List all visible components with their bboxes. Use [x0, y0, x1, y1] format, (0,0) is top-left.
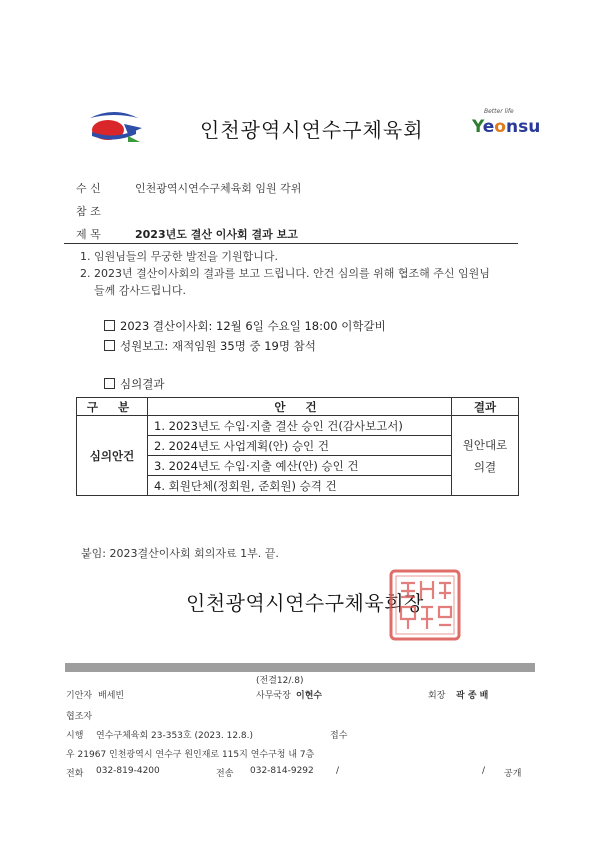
- secretary-label: 사무국장: [256, 691, 291, 701]
- yeonsu-logo: [462, 108, 541, 142]
- fax-label: 전송: [216, 769, 234, 779]
- body-paragraph-2: 2. 2023년 결산이사회의 결과를 보고 드립니다. 안건 심의를 위해 협조해 주신 임원님: [80, 267, 490, 280]
- org-title: 인천광역시연수구체육회: [200, 118, 424, 142]
- quorum-info: 성원보고: 재적임원 35명 중 19명 참석: [104, 338, 316, 354]
- enforcement-value: 연수구체육회 23-353호 (2023. 12.8.): [96, 731, 254, 741]
- table-header-row: [77, 398, 519, 416]
- slash-separator: /: [336, 766, 340, 776]
- sender-name: 인천광역시연수구체육회장: [186, 591, 424, 615]
- reference-label: 참 조: [76, 205, 101, 218]
- president-name: 곽 종 배: [456, 691, 489, 701]
- logo-tagline: Better life: [484, 108, 514, 115]
- cooperator-label: 협조자: [66, 712, 93, 722]
- result-cell: 원안대로 의결: [452, 416, 519, 496]
- category-cell: 심의안건: [77, 416, 148, 496]
- recipient-value: 인천광역시연수구체육회 임원 각위: [135, 182, 302, 195]
- checkbox-icon: [104, 340, 115, 351]
- secretary-name: 이현수: [296, 691, 323, 701]
- header-divider: [64, 243, 518, 244]
- phone-number: 032-819-4200: [96, 766, 160, 776]
- agenda-item-2: 2. 2024년도 사업계획(안) 승인 건: [148, 436, 452, 456]
- agenda-item-1: 1. 2023년도 수입·지출 결산 승인 건(감사보고서): [148, 416, 452, 436]
- org-logo-left: [84, 108, 144, 144]
- footer-bar: [65, 663, 535, 672]
- result-heading: 심의결과: [104, 376, 164, 392]
- results-table: [76, 397, 519, 496]
- body-paragraph-2-cont: 들께 감사드립니다.: [94, 284, 187, 297]
- logo-wordmark: Yeonsu: [472, 117, 541, 137]
- address: 우 21967 인천광역시 연수구 원인재로 115지 연수구청 내 7층: [66, 750, 315, 760]
- subject-label: 제 목: [76, 228, 101, 241]
- attachment-note: 붙임: 2023결산이사회 회의자료 1부. 끝.: [81, 547, 279, 560]
- checkbox-icon: [104, 378, 115, 389]
- official-seal-stamp: [389, 569, 461, 641]
- agenda-item-3: 3. 2024년도 수입·지출 예산(안) 승인 건: [148, 456, 452, 476]
- table-row: [77, 416, 519, 436]
- receipt-label: 접수: [330, 731, 348, 741]
- col-result: 결과: [452, 398, 519, 416]
- phone-label: 전화: [66, 769, 84, 779]
- enforcement-label: 시행: [66, 731, 84, 741]
- checkbox-icon: [104, 320, 115, 331]
- drafter-name: 배세빈: [98, 691, 125, 701]
- drafter-label: 기안자: [66, 691, 93, 701]
- fax-number: 032-814-9292: [250, 766, 314, 776]
- agenda-item-4: 4. 회원단체(정회원, 준회원) 승격 건: [148, 476, 452, 496]
- slash-separator-2: /: [482, 766, 486, 776]
- col-category: 구 분: [77, 398, 148, 416]
- disclosure-status: 공개: [504, 769, 522, 779]
- meeting-info: 2023 결산이사회: 12월 6일 수요일 18:00 이학갈비: [104, 318, 386, 334]
- approval-note: (전결12/.8): [256, 676, 304, 686]
- col-agenda: 안 건: [148, 398, 452, 416]
- recipient-label: 수 신: [76, 182, 101, 195]
- subject-value: 2023년도 결산 이사회 결과 보고: [135, 228, 298, 241]
- body-paragraph-1: 1. 임원님들의 무궁한 발전을 기원합니다.: [80, 250, 278, 263]
- president-label: 회장: [428, 691, 446, 701]
